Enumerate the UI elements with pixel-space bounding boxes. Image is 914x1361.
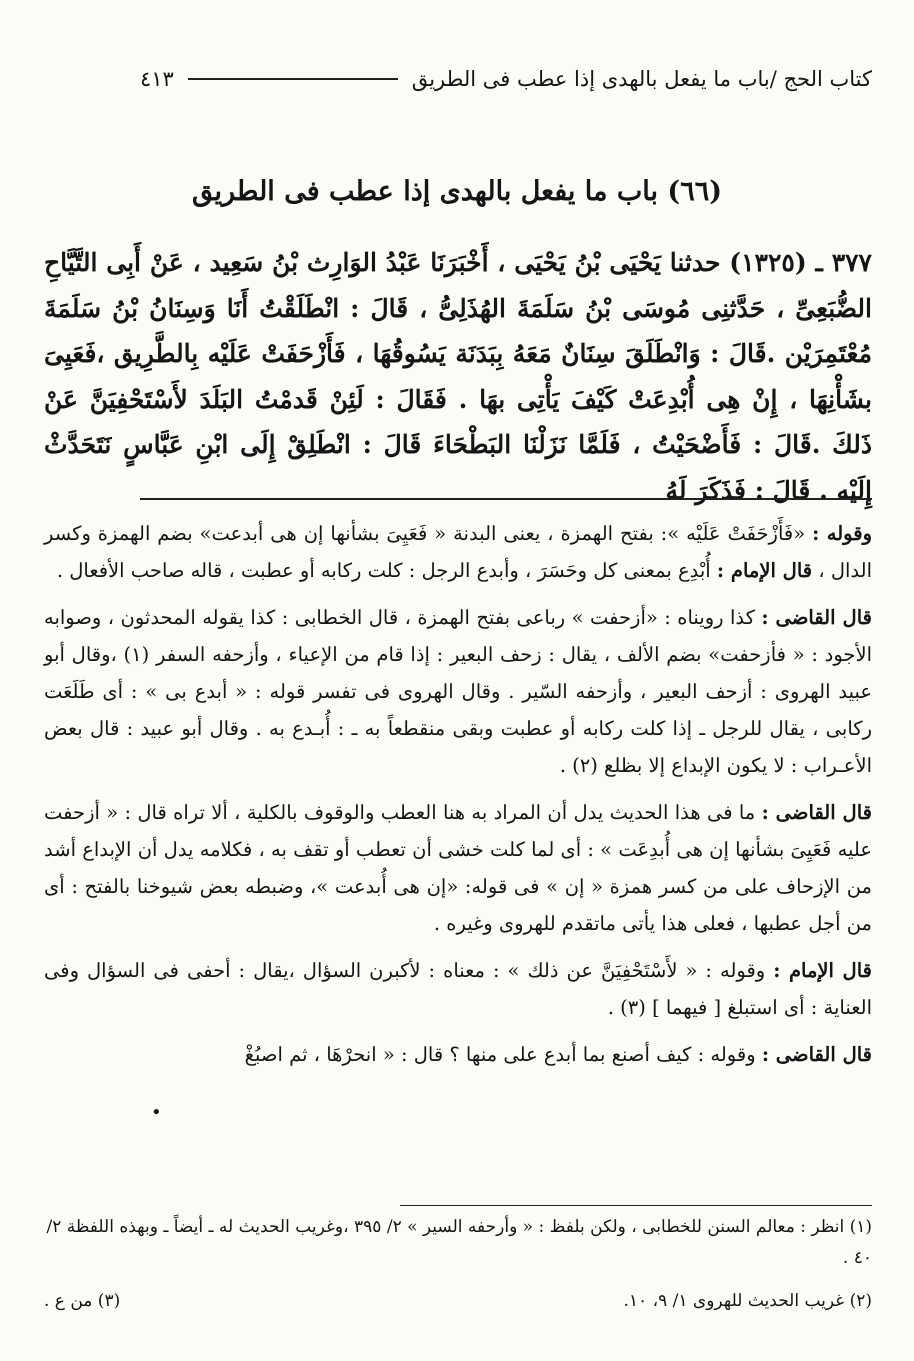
- page-number: ٤١٣: [140, 67, 174, 91]
- footnote-2: (٢) غريب الحديث للهروى ١/ ٩، ١٠.: [623, 1291, 872, 1311]
- paragraph-text: ما فى هذا الحديث يدل أن المراد به هنا العطب والوقوف بالكلية ، ألا تراه قال : « أزحفت عليه فَعَيِىَ بشأنها إن هى أُبدِعَت » : أى لما كلت خشى أن تعطب أو تقف به ، فكلامه يدل أن الإبداع أشد من الإزحاف على من كسر همزة « إن » فى قوله: «إن هى أُبدعت »، وضبطه بعض شيوخنا بالفتح : أى من أجل عطبها ، فعلى هذا يأتى ماتقدم للهروى وغيره .: [44, 801, 872, 935]
- footnote-1: (١) انظر : معالم السنن للخطابى ، ولكن بلفظ : « وأرحفه السير » ٢/ ٣٩٥ ،وغريب الحديث له ـ أيضاً ـ وبهذه اللفظة ٢/ ٤٠ .: [46, 1217, 872, 1268]
- commentary-paragraph: [44, 794, 872, 942]
- paragraph-text: وقوله : كيف أصنع بما أبدع على منها ؟ قال : « انحرْهَا ، ثم اصبُغْ: [244, 1043, 762, 1066]
- paragraph-lead: وقوله :: [812, 522, 872, 545]
- header-rule: [188, 78, 398, 80]
- hadith-text: ٣٧٧ ـ (١٣٢٥) حدثنا يَحْيَى بْنُ يَحْيَى ، أَخْبَرَنَا عَبْدُ الوَارِث بْنُ سَعِيد ، عَنْ أَبِى التَّيَّاحِ الضُّبَعِىِّ ، حَدَّثنِى مُوسَى بْنُ سَلَمَةَ الهُذَلِىُّ ، قَالَ : انْطَلَقْتُ أَنَا وَسِنَانُ بْنُ سَلَمَةَ مُعْتَمِرَيْن .قَالَ : وَانْطَلَقَ سِنَانٌ مَعَهُ بِبَدَنَة يَسُوقُهَا ، فَأَزْحَفَتْ عَلَيْه بِالطَّرِيق ،فَعَيِىَ بشَأْنِهَا ، إِنْ هِى أُبْدِعَتْ كَيْفَ يَأْتِى بهَا . فَقَالَ : لَئِنْ قَدمْتُ البَلَدَ لأَسْتَحْفِيَنَّ عَنْ ذَلكَ .قَالَ : فَأَضْحَيْتُ ، فَلَمَّا نَزَلْنَا البَطْحَاءَ قَالَ : انْطَلِقْ إِلَى ابْنِ عَبَّاسٍ نَتَحَدَّثْ إِلَيْه . قَالَ : فَذَكَرَ لَهُ: [44, 248, 872, 505]
- main-text-rule: [140, 498, 872, 500]
- running-header: [140, 62, 872, 96]
- paragraph-text: كذا رويناه : «أزحفت » رباعى بفتح الهمزة ، قال الخطابى : كذا يقوله المحدثون ، وصوابه الأجود : « فأزحفت» بضم الألف ، يقال : زحف البعير : إذا قام من الإعياء ، وأزحفه السفر (١) ،وقال أبو عبيد الهروى : أزحف البعير ، وأزحفه السّير . وقال الهروى فى تفسر قوله : « أبدع بى » : أى طَلَعَت ركابى ، يقال للرجل ـ إذا كلت ركابه أو عطبت وبقى منقطعاً به ـ : أُبـدع به . وقال أبو عبيد : قال بعض الأعـراب : لا يكون الإبداع إلا بظلع (٢) .: [44, 606, 872, 777]
- paragraph-text: وقوله : « لأَسْتَحْفِيَنَّ عن ذلك » : معناه : لأكبرن السؤال ،يقال : أحفى فى السؤال وفى العناية : أى استبلغ [ فيهما ] (٣) .: [44, 959, 872, 1019]
- footnote-3: (٣) من ع .: [44, 1291, 121, 1311]
- commentary-paragraph: [44, 599, 872, 784]
- paragraph-lead: قال القاضى :: [761, 801, 872, 824]
- paragraph-lead: قال الإمام :: [773, 959, 872, 982]
- paragraph-lead: قال القاضى :: [761, 1043, 872, 1066]
- paragraph-text: «فَأَزْحَفَتْ عَلَيْه »: بفتح الهمزة ، يعنى البدنة « فَعَيِىَ بشأنها إن هى أبدعت» بضم الهمزة وكسر الدال ،: [44, 522, 872, 582]
- footnote-row: [44, 1286, 872, 1317]
- stray-dot: •: [151, 1102, 162, 1123]
- paragraph-lead: قال القاضى :: [761, 606, 872, 629]
- paragraph-mid-lead: قال الإمام :: [716, 559, 813, 582]
- footnote-rule: [400, 1205, 872, 1206]
- running-title: كتاب الحج /باب ما يفعل بالهدى إذا عطب فى الطريق: [411, 67, 872, 91]
- chapter-title: (٦٦) باب ما يفعل بالهدى إذا عطب فى الطريق: [192, 176, 722, 207]
- paragraph-tail: أُبْدِع بمعنى كل وحَسَرَ ، وأبدع الرجل : كلت ركابه أو عطبت ، قاله صاحب الأفعال .: [56, 559, 717, 582]
- commentary-paragraph: [44, 1036, 872, 1073]
- commentary: [44, 515, 872, 1083]
- commentary-paragraph: [44, 952, 872, 1026]
- footnotes: [44, 1212, 872, 1317]
- commentary-paragraph: [44, 515, 872, 589]
